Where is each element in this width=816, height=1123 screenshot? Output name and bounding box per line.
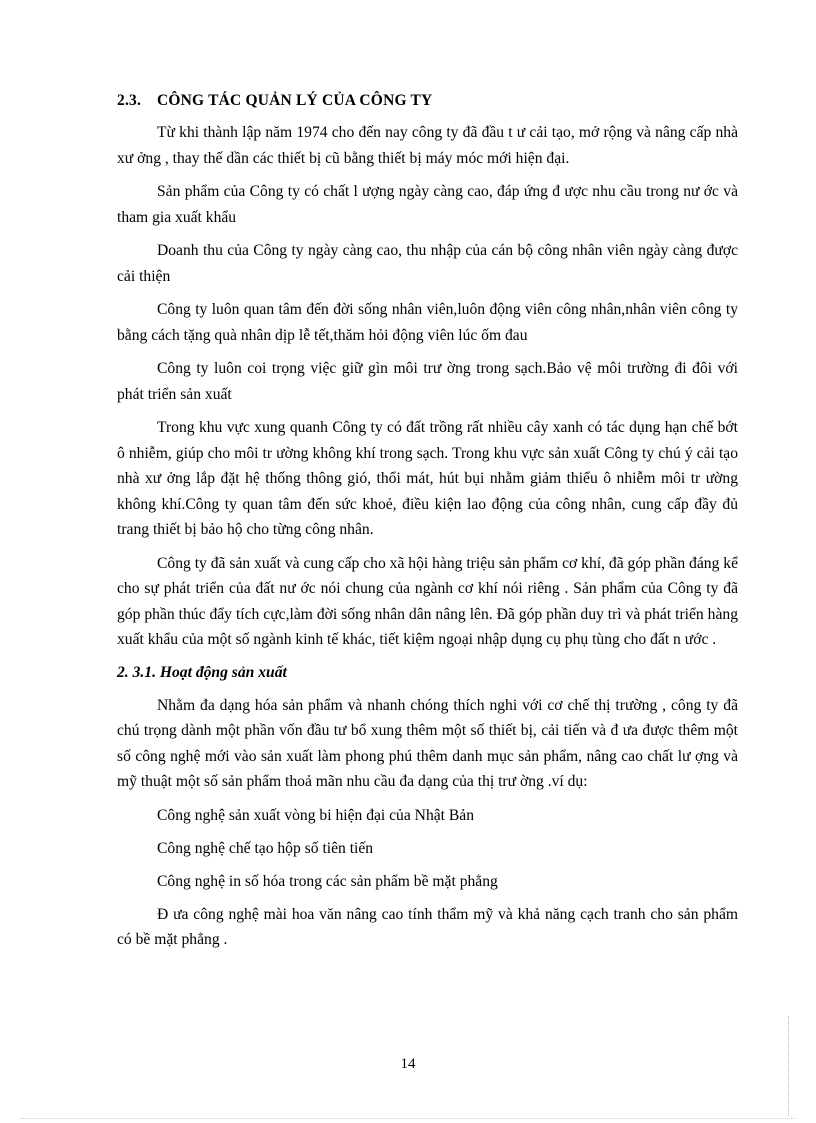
page-bottom-border — [20, 1118, 796, 1119]
margin-guide — [788, 1016, 790, 1116]
paragraph: Sản phẩm của Công ty có chất l ượng ngày càng cao, đáp ứng đ ược nhu cầu trong nư ớc và tham gia xuất khẩu — [117, 183, 738, 226]
paragraph: Công ty đã sản xuất và cung cấp cho xã hội hàng triệu sản phẩm cơ khí, đã góp phần đáng kể cho sự phát triển của đất nư ớc nói chung của ngành cơ khí nói riêng . Sản phẩm của Công ty đã góp phần thúc đẩy tích cực,làm đời sống nhân dân nâng lên. Đã góp phần duy trì và phát triển hàng xuất khẩu của một số ngành kinh tế khác, tiết kiệm ngoại nhập dụng cụ phụ tùng cho đất n ước . — [117, 554, 738, 648]
paragraph: Công ty luôn quan tâm đến đời sống nhân viên,luôn động viên công nhân,nhân viên công ty bằng cách tặng quà nhân dịp lễ tết,thăm hỏi động viên lúc ốm đau — [117, 301, 738, 344]
list-item: Công nghệ sản xuất vòng bi hiện đại của Nhật Bản — [157, 806, 475, 824]
paragraph: Công ty luôn coi trọng việc giữ gìn môi trư ờng trong sạch.Bảo vệ môi trường đi đôi với phát triển sản xuất — [117, 360, 738, 403]
paragraph: Từ khi thành lập năm 1974 cho đến nay công ty đã đầu t ư cải tạo, mở rộng và nâng cấp nhà xư ởng , thay thế dần các thiết bị cũ bằng thiết bị máy móc mới hiện đại. — [117, 124, 738, 167]
paragraph: Doanh thu của Công ty ngày càng cao, thu nhập của cán bộ công nhân viên ngày càng được cải thiện — [117, 242, 738, 285]
section-number: 2.3. — [117, 92, 142, 109]
paragraph: Đ ưa công nghệ mài hoa văn nâng cao tính thẩm mỹ và khả năng cạch tranh cho sản phẩm có bề mặt phẳng . — [117, 905, 738, 948]
subsection-heading: 2. 3.1. Hoạt động sản xuất — [117, 663, 287, 681]
page-content — [117, 92, 738, 961]
section-title: CÔNG TÁC QUẢN LÝ CỦA CÔNG TY — [157, 92, 433, 109]
list-item: Công nghệ in số hóa trong các sản phẩm bề mặt phẳng — [157, 872, 498, 890]
paragraph: Nhằm đa dạng hóa sản phẩm và nhanh chóng thích nghi với cơ chế thị trường , công ty đã chú trọng dành một phần vốn đầu tư bổ xung thêm một số thiết bị, cải tiến và đ ưa được thêm một số công nghệ mới vào sản xuất làm phong phú thêm danh mục sản phẩm, nâng cao chất lư ợng và mỹ thuật một số sản phẩm thoả mãn nhu cầu đa dạng của thị trư ờng .ví dụ: — [117, 696, 738, 790]
section-heading — [117, 92, 738, 110]
page-number: 14 — [400, 1056, 416, 1072]
list-item: Công nghệ chế tạo hộp số tiên tiến — [157, 839, 374, 857]
paragraph: Trong khu vực xung quanh Công ty có đất trồng rất nhiều cây xanh có tác dụng hạn chế bớt ô nhiễm, giúp cho môi tr ường không khí trong sạch. Trong khu vực sản xuất Công ty chú ý cải tạo nhà xư ởng lắp đặt hệ thống thông gió, thổi mát, hút bụi nhằm giảm thiểu ô nhiễm môi tr ường không khí.Công ty quan tâm đến sức khoẻ, điều kiện lao động của công nhân, cung cấp đầy đủ trang thiết bị bảo hộ cho từng công nhân. — [117, 419, 738, 538]
